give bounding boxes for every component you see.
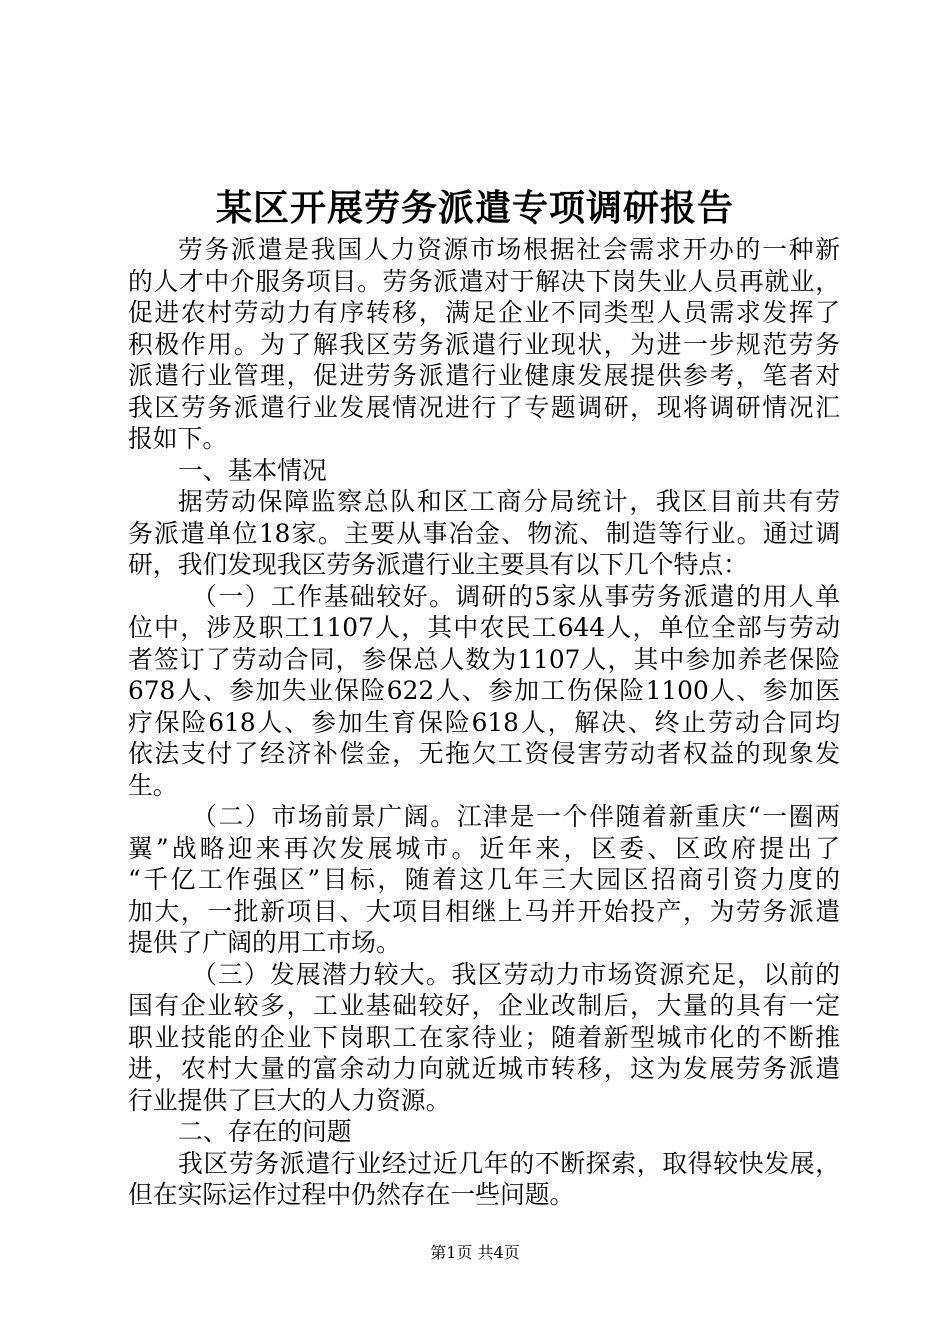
paragraph-point-two: [128, 801, 840, 959]
text-line: 者签订了劳动合同，参保总人数为1107人，其中参加养老保险: [128, 644, 840, 674]
text-line: 促进农村劳动力有序转移，满足企业不同类型人员需求发挥了: [128, 298, 840, 327]
text-line: 国有企业较多，工业基础较好，企业改制后，大量的具有一定: [128, 991, 840, 1020]
text-line: 翼”战略迎来再次发展城市。近年来，区委、区政府提出了: [128, 833, 840, 863]
paragraph-problems-intro: [128, 1148, 840, 1211]
paragraph-point-one: [128, 581, 840, 802]
text-line: 我区劳务派遣行业经过近几年的不断探索，取得较快发展，: [178, 1148, 840, 1178]
text-line: （一）工作基础较好。调研的5家从事劳务派遣的用人单: [192, 581, 840, 611]
section-heading-text: 二、存在的问题: [178, 1117, 352, 1146]
text-line: 生。: [128, 770, 178, 800]
text-line: 但在实际运作过程中仍然存在一些问题。: [128, 1180, 575, 1209]
page-footer: 第1页 共4页: [430, 1243, 520, 1262]
text-line: 提供了广阔的用工市场。: [128, 928, 401, 957]
section-heading-problems: [128, 1116, 840, 1148]
section-heading-text: 一、基本情况: [178, 455, 327, 485]
section-heading-basic: [128, 455, 840, 487]
text-line: 派遣行业管理，促进劳务派遣行业健康发展提供参考，笔者对: [128, 361, 840, 390]
text-line: 加大，一批新项目、大项目相继上马并开始投产，为劳务派遣: [128, 896, 840, 926]
text-line: 行业提供了巨大的人力资源。: [128, 1085, 451, 1115]
text-line: 疗保险618人、参加生育保险618人，解决、终止劳动合同均: [128, 707, 840, 737]
text-line: 678人、参加失业保险622人、参加工伤保险1100人、参加医: [128, 676, 840, 705]
paragraph-intro: [128, 234, 840, 455]
paragraph-point-three: [128, 959, 840, 1117]
text-line: 积极作用。为了解我区劳务派遣行业现状，为进一步规范劳务: [128, 329, 840, 359]
paragraph-statistics: [128, 486, 840, 581]
text-line: 劳务派遣是我国人力资源市场根据社会需求开办的一种新: [178, 235, 840, 264]
text-line: 位中，涉及职工1107人，其中农民工644人，单位全部与劳动: [128, 613, 840, 642]
text-line: 的人才中介服务项目。劳务派遣对于解决下岗失业人员再就业，: [128, 266, 840, 296]
text-line: （二）市场前景广阔。江津是一个伴随着新重庆“一圈两: [192, 802, 840, 831]
text-line: 报如下。: [128, 424, 228, 453]
text-line: （三）发展潜力较大。我区劳动力市场资源充足，以前的: [192, 959, 840, 989]
text-line: “千亿工作强区”目标，随着这几年三大园区招商引资力度的: [128, 865, 840, 894]
text-line: 依法支付了经济补偿金，无拖欠工资侵害劳动者权益的现象发: [128, 739, 840, 768]
text-line: 据劳动保障监察总队和区工商分局统计，我区目前共有劳: [178, 487, 840, 516]
text-line: 进，农村大量的富余动力向就近城市转移，这为发展劳务派遣: [128, 1054, 840, 1083]
text-line: 职业技能的企业下岗职工在家待业；随着新型城市化的不断推: [128, 1022, 840, 1052]
text-line: 研，我们发现我区劳务派遣行业主要具有以下几个特点：: [128, 550, 748, 579]
document-body: [128, 234, 840, 1211]
text-line: 务派遣单位18家。主要从事冶金、物流、制造等行业。通过调: [128, 518, 840, 548]
text-line: 我区劳务派遣行业发展情况进行了专题调研，现将调研情况汇: [128, 392, 840, 422]
document-title: 某区开展劳务派遣专项调研报告: [215, 187, 734, 229]
